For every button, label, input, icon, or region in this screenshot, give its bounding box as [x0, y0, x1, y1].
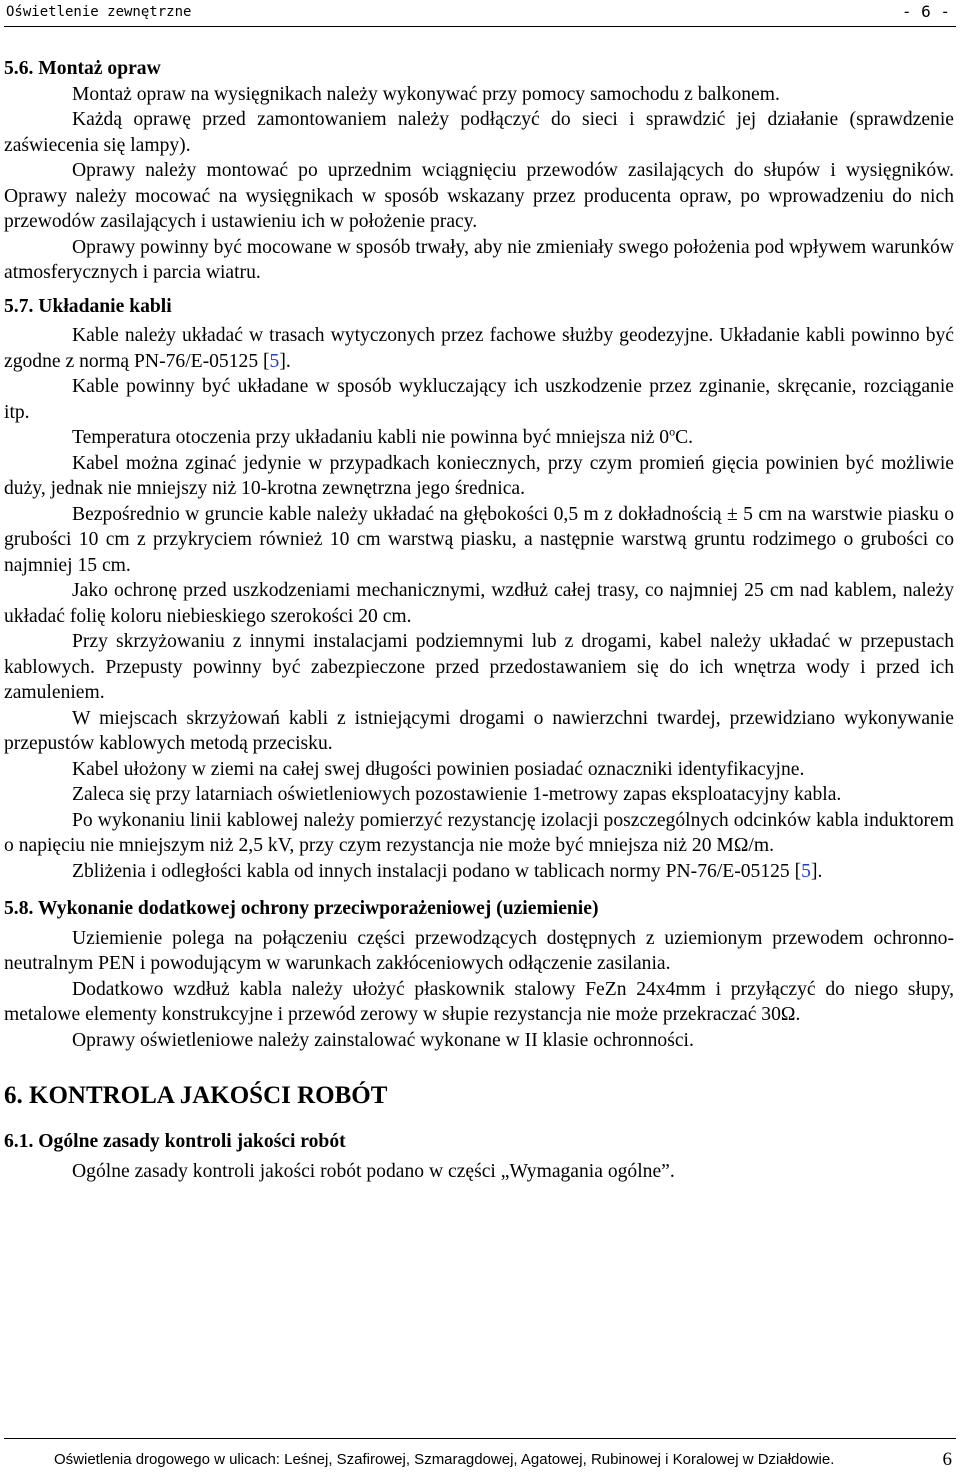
paragraph: Oprawy należy montować po uprzednim wciągnięciu przewodów zasilających do słupów i wysięgników. Oprawy należy mocować na wysięgnikach w sposób wskazany przez producenta opraw, po wprowadzeniu do nich przewodów zasilających i ustawieniu ich w położenie pracy. [4, 160, 954, 232]
footer-text: Oświetlenia drogowego w ulicach: Leśnej, Szafirowej, Szmaragdowej, Agatowej, Rubinowej i Koralowej w Działdowie. [54, 1451, 835, 1468]
paragraph: Kable należy układać w trasach wytyczonych przez fachowe służby geodezyjne. Układanie kabli powinno być zgodne z normą PN-76/E-05125 [5]. [4, 325, 954, 372]
section-6-1 [4, 1129, 954, 1184]
section-5-7 [4, 294, 954, 885]
footer-page-number: 6 [942, 1449, 952, 1470]
section-6 [4, 1081, 954, 1111]
section-5-8 [4, 896, 954, 1053]
paragraph: Zbliżenia i odległości kabla od innych instalacji podano w tablicach normy PN-76/E-05125 [5]. [72, 860, 823, 882]
paragraph: Zaleca się przy latarniach oświetleniowych pozostawienie 1-metrowy zapas eksploatacyjny kabla. [72, 784, 842, 805]
section-5-6 [4, 56, 954, 286]
paragraph: Jako ochronę przed uszkodzeniami mechanicznymi, wzdłuż całej trasy, co najmniej 25 cm nad kablem, należy układać folię koloru niebieskiego szerokości 20 cm. [4, 580, 954, 627]
paragraph: Oprawy oświetleniowe należy zainstalować wykonane w II klasie ochronności. [72, 1029, 694, 1051]
section-heading: 5.7. Układanie kabli [4, 295, 172, 317]
paragraph: Bezpośrednio w gruncie kable należy układać na głębokości 0,5 m z dokładnością ± 5 cm na warstwie piasku o grubości 10 cm z przykryciem również 10 cm warstwą piasku, a następnie warstwą gruntu rodzimego o grubości co najmniej 15 cm. [4, 503, 954, 576]
section-heading: 6.1. Ogólne zasady kontroli jakości robót [4, 1131, 346, 1152]
header-page-number: - 6 - [901, 2, 950, 21]
paragraph: Kabel ułożony w ziemi na całej swej długości powinien posiadać oznaczniki identyfikacyjne. [72, 758, 805, 780]
paragraph: W miejscach skrzyżowań kabli z istniejącymi drogami o nawierzchni twardej, przewidziano wykonywanie przepustów kablowych metodą przecisku. [4, 707, 954, 754]
paragraph: Temperatura otoczenia przy układaniu kabli nie powinna być mniejsza niż 0$^o$C. [72, 424, 694, 448]
section-heading: 5.6. Montaż opraw [4, 58, 161, 79]
paragraph: Ogólne zasady kontroli jakości robót podano w części „Wymagania ogólne”. [72, 1160, 675, 1182]
paragraph: Kabel można zginać jedynie w przypadkach koniecznych, przy czym promień gięcia powinien być możliwie duży, jednak nie mniejszy niż 10-krotna zewnętrzna jego średnica. [4, 452, 954, 499]
reference-link[interactable]: 5 [269, 350, 280, 372]
paragraph: Po wykonaniu linii kablowej należy pomierzyć rezystancję izolacji poszczególnych odcinków kabla induktorem o napięciu nie mniejszym niż 2,5 kV, przy czym rezystancja nie może być mniejsza niż 20 MΩ/m. [4, 809, 954, 856]
paragraph: Przy skrzyżowaniu z innymi instalacjami podziemnymi lub z drogami, kabel należy układać w przepustach kablowych. Przepusty powinny być zabezpieczone przed przedostawaniem się do ich wnętrza wody i przed ich zamuleniem. [4, 631, 954, 703]
reference-link[interactable]: 5 [801, 860, 811, 882]
document-body [4, 56, 954, 1184]
paragraph: Dodatkowo wzdłuż kabla należy ułożyć płaskownik stalowy FeZn 24x4mm i przyłączyć do niego słupy, metalowe elementy konstrukcyjne i przewód zerowy w słupie rezystancja nie może przekraczać 30Ω. [4, 978, 954, 1025]
section-heading: 5.8. Wykonanie dodatkowej ochrony przeciwporażeniowej (uziemienie) [4, 898, 599, 919]
paragraph: Uziemienie polega na połączeniu części przewodzących dostępnych z uziemionym przewodem ochronno-neutralnym PEN i powodującym w warunkach zakłóceniowych odłączenie zasilania. [4, 927, 954, 974]
chapter-heading: 6. KONTROLA JAKOŚCI ROBÓT [4, 1082, 388, 1109]
header-title: Oświetlenie zewnętrzne [6, 4, 192, 20]
paragraph: Oprawy powinny być mocowane w sposób trwały, aby nie zmieniały swego położenia pod wpływem warunków atmosferycznych i parcia wiatru. [4, 236, 954, 283]
page-header [4, 0, 956, 27]
paragraph: Kable powinny być układane w sposób wykluczający ich uszkodzenie przez zginanie, skręcanie, rozciąganie itp. [4, 376, 954, 423]
paragraph: Każdą oprawę przed zamontowaniem należy podłączyć do sieci i sprawdzić jej działanie (sprawdzenie zaświecenia się lampy). [4, 109, 954, 156]
page-footer [4, 1438, 956, 1469]
paragraph: Montaż opraw na wysięgnikach należy wykonywać przy pomocy samochodu z balkonem. [72, 83, 780, 105]
